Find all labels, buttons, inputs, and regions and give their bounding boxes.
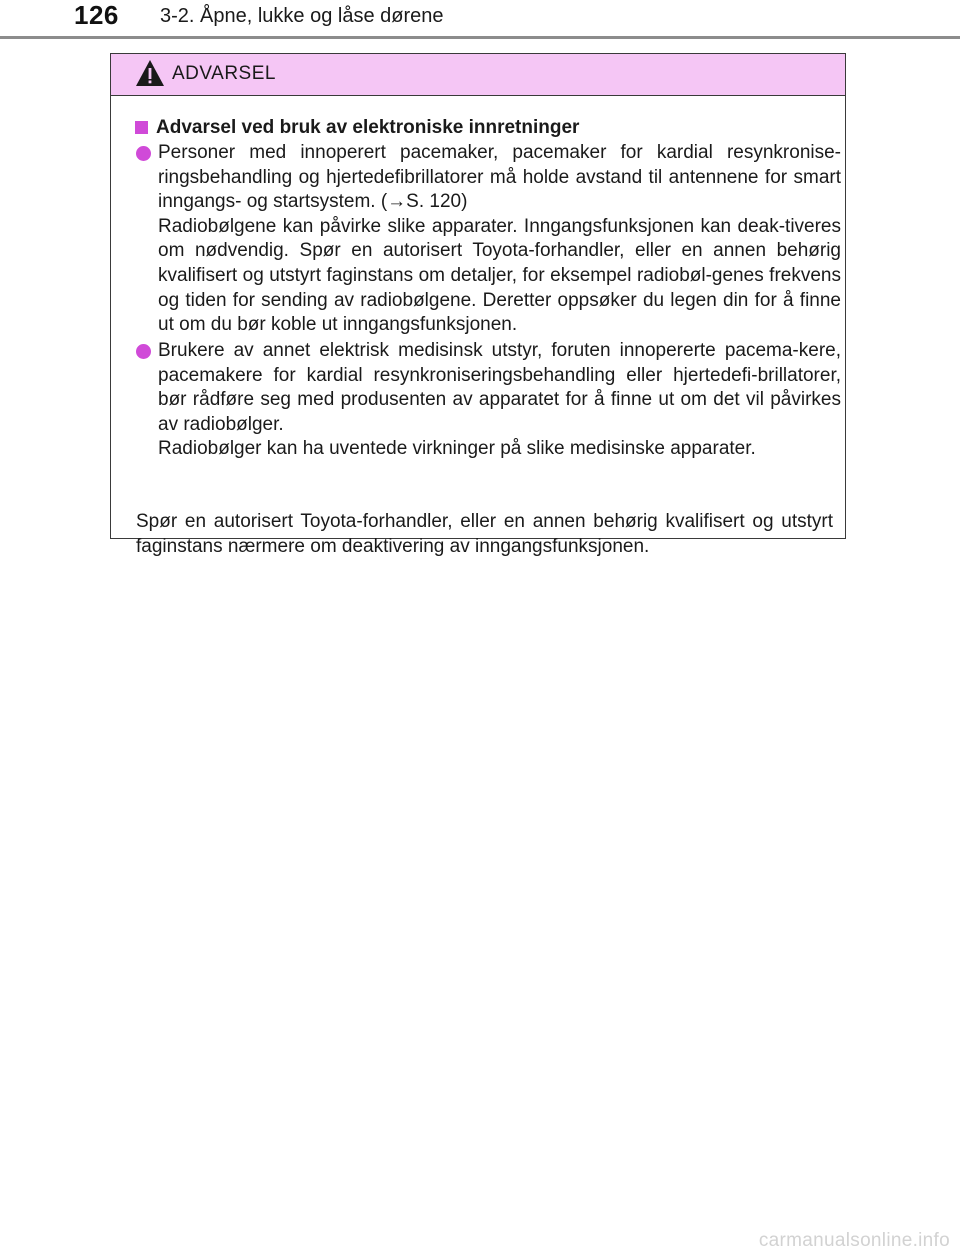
list-item [136,141,841,338]
list-item [136,339,841,462]
circle-bullet-icon [136,344,151,359]
header-divider [0,36,960,39]
item-paragraph: Radiobølger kan ha uventede virkninger på slike medisinske apparater. [158,438,756,460]
page-number: 126 [74,0,119,30]
item-paragraph: Brukere av annet elektrisk medisinsk utstyr, foruten innopererte pacema-kere, pacemakere for kardial resynkroniseringsbehandling eller hjertedefi-brillatorer, bør rådføre seg med produsenten av apparatet for å finne ut om det vil påvirkes av radiobølger. [158,340,841,435]
square-bullet-icon [135,121,148,134]
section-title: 3-2. Åpne, lukke og låse dørene [160,5,444,27]
warning-header [111,54,845,96]
warning-triangle-icon [135,59,165,87]
item-paragraph: Personer med innoperert pacemaker, pacemaker for kardial resynkronise-ringsbehandling og hjertedefibrillatorer må holde avstand til antennene for smart inngangs- og startsystem. (→S. 120) [158,142,841,213]
page-header [0,0,960,36]
warning-heading-text: Advarsel ved bruk av elektroniske innretninger [156,117,580,138]
circle-bullet-icon [136,146,151,161]
warning-heading [135,116,579,141]
item-paragraph: Radiobølgene kan påvirke slike apparater. Inngangsfunksjonen kan deak-tiveres om nødvendig. Spør en autorisert Toyota-forhandler, eller en annen behørig kvalifisert og utstyrt faginstans om detaljer, for eksempel radiobøl-genes frekvens og tiden for sending av radiobølgene. Deretter oppsøker du legen din for å finne ut om du bør koble ut inngangsfunksjonen. [158,215,841,336]
watermark: carmanualsonline.info [758,1230,950,1251]
closing-paragraph: Spør en autorisert Toyota-forhandler, eller en annen behørig kvalifisert og utstyrt faginstans nærmere om deaktivering av inngangsfunksjonen. [136,511,833,557]
warning-title: ADVARSEL [172,63,276,84]
warning-box [110,53,846,557]
